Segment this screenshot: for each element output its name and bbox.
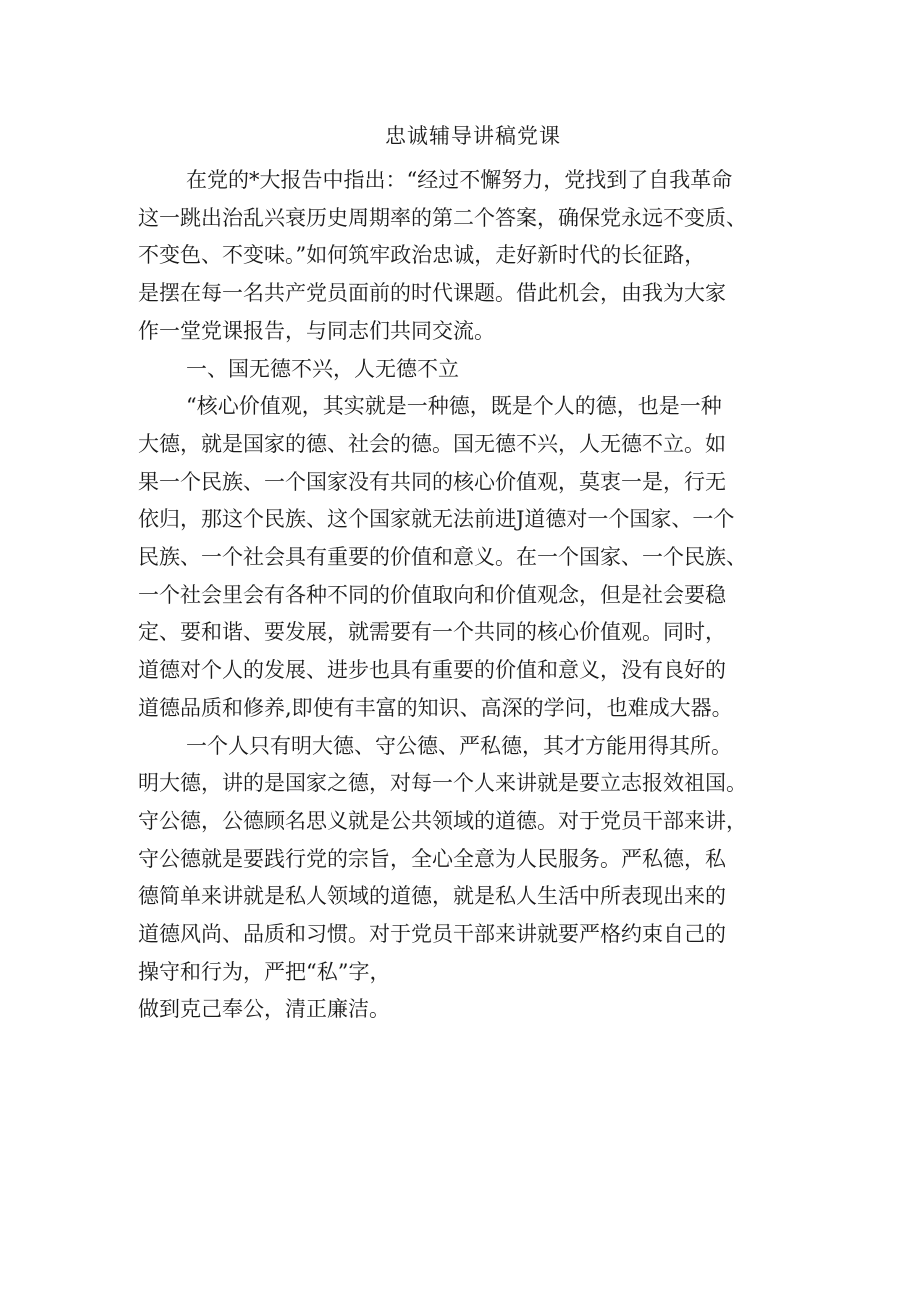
text-line: 大德，就是国家的德、社会的德。国无德不兴，人无德不立。如	[138, 431, 726, 456]
text-line: 道德风尚、品质和习惯。对于党员干部来讲就要严格约束自己的	[138, 922, 726, 947]
text-line: 一个社会里会有各种不同的价值取向和价值观念，但是社会要稳	[138, 582, 726, 607]
document-title: 忠诚辅导讲稿党课	[385, 124, 561, 148]
body-paragraph	[138, 388, 802, 727]
text-line: 道德对个人的发展、进步也具有重要的价值和意义，没有良好的	[138, 658, 726, 683]
body-paragraph	[138, 728, 802, 992]
section-heading	[138, 351, 802, 389]
text-line: 一个人只有明大德、守公德、严私德，其才方能用得其所。	[186, 733, 732, 758]
document-page	[138, 118, 802, 1029]
intro-paragraph	[138, 162, 802, 351]
text-line: 做到克己奉公，清正廉洁。	[138, 997, 390, 1022]
text-line: 守公德，公德顾名思义就是公共领域的道德。对于党员干部来讲，	[138, 808, 747, 833]
text-line: 明大德，讲的是国家之德，对每一个人来讲就是要立志报效祖国。	[138, 771, 747, 796]
text-line: 操守和行为，严把“私”字，	[138, 959, 391, 984]
text-line: 在党的*大报告中指出：“经过不懈努力，党找到了自我革命	[186, 168, 733, 192]
text-line: 守公德就是要践行党的宗旨，全心全意为人民服务。严私德，私	[138, 846, 726, 871]
text-line: 德简单来讲就是私人领域的道德，就是私人生活中所表现出来的	[138, 884, 726, 909]
text-line: 依归，那这个民族、这个国家就无法前进J道德对一个国家、一个	[138, 507, 735, 532]
text-line: 这一跳出治乱兴衰历史周期率的第二个答案，确保党永远不变质、	[138, 205, 747, 230]
text-line: “核心价值观，其实就是一种德，既是个人的德，也是一种	[186, 394, 722, 419]
text-line: 道德品质和修养,即使有丰富的知识、高深的学问，也难成大器。	[138, 695, 733, 720]
closing-paragraph	[138, 991, 802, 1029]
text-line: 一、国无德不兴，人无德不立	[186, 356, 459, 381]
text-line: 是摆在每一名共产党员面前的时代课题。借此机会，由我为大家	[138, 281, 726, 306]
text-line: 作一堂党课报告，与同志们共同交流。	[138, 318, 495, 343]
text-line: 民族、一个社会具有重要的价值和意义。在一个国家、一个民族、	[138, 545, 747, 570]
text-line: 定、要和谐、要发展，就需要有一个共同的核心价值观。同时，	[138, 620, 726, 645]
text-line: 不变色、不变味。”如何筑牢政治忠诚，走好新时代的长征路，	[138, 243, 706, 268]
text-line: 果一个民族、一个国家没有共同的核心价值观，莫衷一是，行无	[138, 469, 726, 494]
